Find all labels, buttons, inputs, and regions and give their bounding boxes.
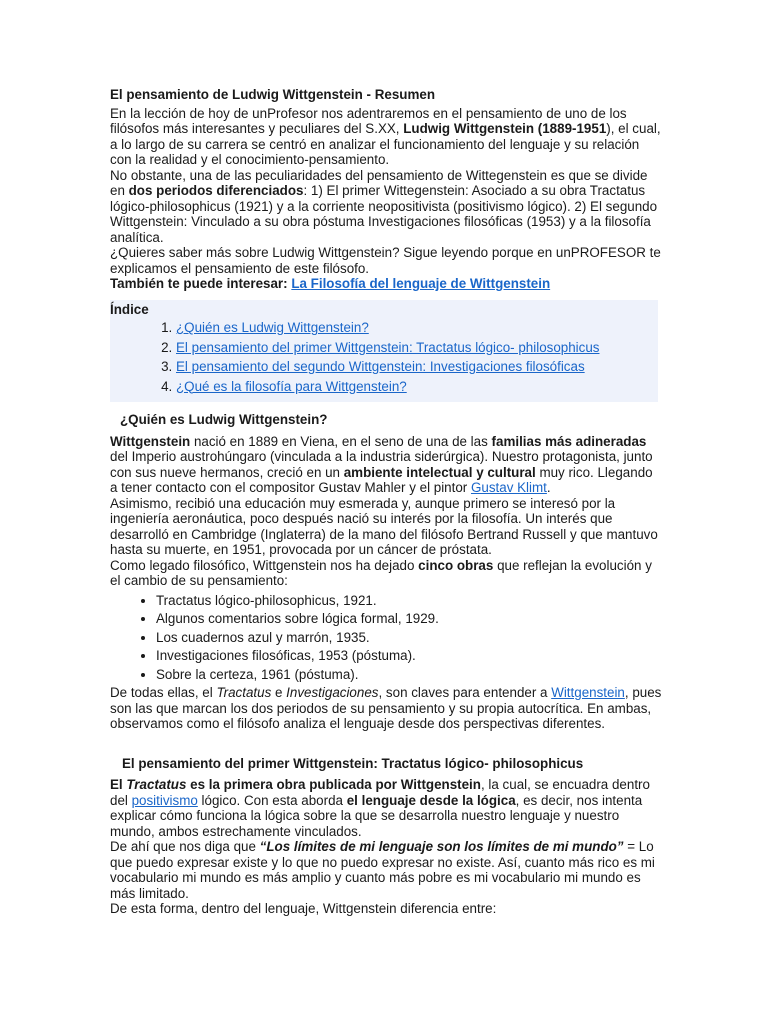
list-item: • Investigaciones filosóficas, 1953 (póstuma). bbox=[156, 648, 662, 664]
section2-paragraph-2: De ahí que nos diga que “Los límites de mi lenguaje son los límites de mi mundo” = Lo que puedo expresar existe y lo que no puedo expresar no existe. Así, cuanto más rico es mi vocabulario mi mundo es más amplio y cuanto más pobre es mi vocabulario mi mundo es más limitado. bbox=[110, 839, 655, 901]
list-item: • Los cuadernos azul y marrón, 1935. bbox=[156, 630, 662, 646]
toc-item bbox=[176, 340, 658, 356]
section-heading-first-wittgenstein: El pensamiento del primer Wittgenstein: Tractatus lógico- philosophicus bbox=[122, 755, 584, 771]
toc-item bbox=[176, 320, 658, 336]
list-item: • Tractatus lógico-philosophicus, 1921. bbox=[156, 593, 662, 609]
intro-paragraph-3: ¿Quieres saber más sobre Ludwig Wittgenstein? Sigue leyendo porque en unPROFESOR te explicamos el pensamiento de este filósofo. bbox=[110, 245, 661, 276]
works-list bbox=[110, 593, 662, 683]
section1-paragraph-4: De todas ellas, el Tractatus e Investigaciones, son claves para entender a Wittgenstein, pues son las que marcan los dos periodos de su pensamiento y su propia autocrítica. En ambas, observamos como el filósofo analiza el lenguaje desde dos perspectivas diferentes. bbox=[110, 685, 662, 731]
section2-paragraph-3: De esta forma, dentro del lenguaje, Wittgenstein diferencia entre: bbox=[110, 901, 497, 916]
list-item: • Algunos comentarios sobre lógica formal, 1929. bbox=[156, 611, 662, 627]
toc-link-1[interactable]: ¿Quién es Ludwig Wittgenstein? bbox=[176, 320, 369, 335]
toc-title: Índice bbox=[110, 301, 149, 317]
toc-link-2[interactable]: El pensamiento del primer Wittgenstein: Tractatus lógico- philosophicus bbox=[176, 339, 600, 355]
section-heading-who: ¿Quién es Ludwig Wittgenstein? bbox=[120, 412, 328, 427]
related-article-link[interactable]: La Filosofía del lenguaje de Wittgenstein bbox=[291, 276, 551, 291]
toc-item bbox=[176, 359, 658, 375]
section2-paragraph-1: El Tractatus es la primera obra publicada por Wittgenstein, la cual, se encuadra dentro del positivismo lógico. Con esta aborda el lenguaje desde la lógica, es decir, nos intenta explicar cómo funciona la lógica sobre la que se desarrolla nuestro lenguaje y nuestro mundo, ambos estrechamente vinculados. bbox=[110, 777, 650, 839]
intro-paragraph-2: No obstante, una de las peculiaridades del pensamiento de Wittegenstein es que se divide en dos periodos diferenciados: 1) El primer Wittegenstein: Asociado a su obra Tractatus lógico-philosophicus (1921) y a la corriente neopositivista (positivismo lógico). 2) El segundo Wittgenstein: Vinculado a su obra póstuma Investigaciones filosóficas (1953) y a la filosofía analítica. bbox=[110, 167, 658, 245]
section1-paragraph-1: Wittgenstein nació en 1889 en Viena, en el seno de una de las familias más adineradas del Imperio austrohúngaro (vinculada a la industria siderúrgica). Nuestro protagonista, junto con sus nueve hermanos, creció en un ambiente intelectual y cultural muy rico. Llegando a tener contacto con el compositor Gustav Mahler y el pintor Gustav Klimt. bbox=[110, 433, 653, 495]
toc-link-3[interactable]: El pensamiento del segundo Wittgenstein: Investigaciones filosóficas bbox=[176, 359, 585, 374]
positivismo-link[interactable]: positivismo bbox=[131, 792, 198, 808]
document bbox=[110, 87, 662, 917]
intro-paragraph-1: En la lección de hoy de unProfesor nos adentraremos en el pensamiento de uno de los filósofos más interesantes y peculiares del S.XX, Ludwig Wittgenstein (1889-1951), el cual, a lo largo de su carrera se centró en analizar el funcionamiento del lenguaje y su relación con la realidad y el conocimiento-pensamiento. bbox=[110, 105, 661, 167]
section1-paragraph-2: Asimismo, recibió una educación muy esmerada y, aunque primero se interesó por la ingeniería aeronáutica, poco después nació su interés por la filosofía. Un interés que desarrolló en Cambridge (Inglaterra) de la mano del filósofo Bertrand Russell y que mantuvo hasta su muerte, en 1951, provocada por un cáncer de próstata. bbox=[110, 495, 658, 557]
toc-link-4[interactable]: ¿Qué es la filosofía para Wittgenstein? bbox=[176, 378, 407, 394]
wittgenstein-link[interactable]: Wittgenstein bbox=[551, 685, 625, 700]
gustav-klimt-link[interactable]: Gustav Klimt bbox=[470, 480, 547, 495]
table-of-contents bbox=[110, 300, 658, 403]
page-title: El pensamiento de Ludwig Wittgenstein - Resumen bbox=[110, 87, 436, 102]
related-article: También te puede interesar: La Filosofía del lenguaje de Wittgenstein bbox=[110, 276, 551, 291]
quote: “Los límites de mi lenguaje son los límites de mi mundo” bbox=[259, 839, 624, 854]
toc-item bbox=[176, 379, 658, 395]
list-item: • Sobre la certeza, 1961 (póstuma). bbox=[156, 667, 662, 683]
section1-paragraph-3: Como legado filosófico, Wittgenstein nos ha dejado cinco obras que reflejan la evolución y el cambio de su pensamiento: bbox=[110, 557, 652, 588]
